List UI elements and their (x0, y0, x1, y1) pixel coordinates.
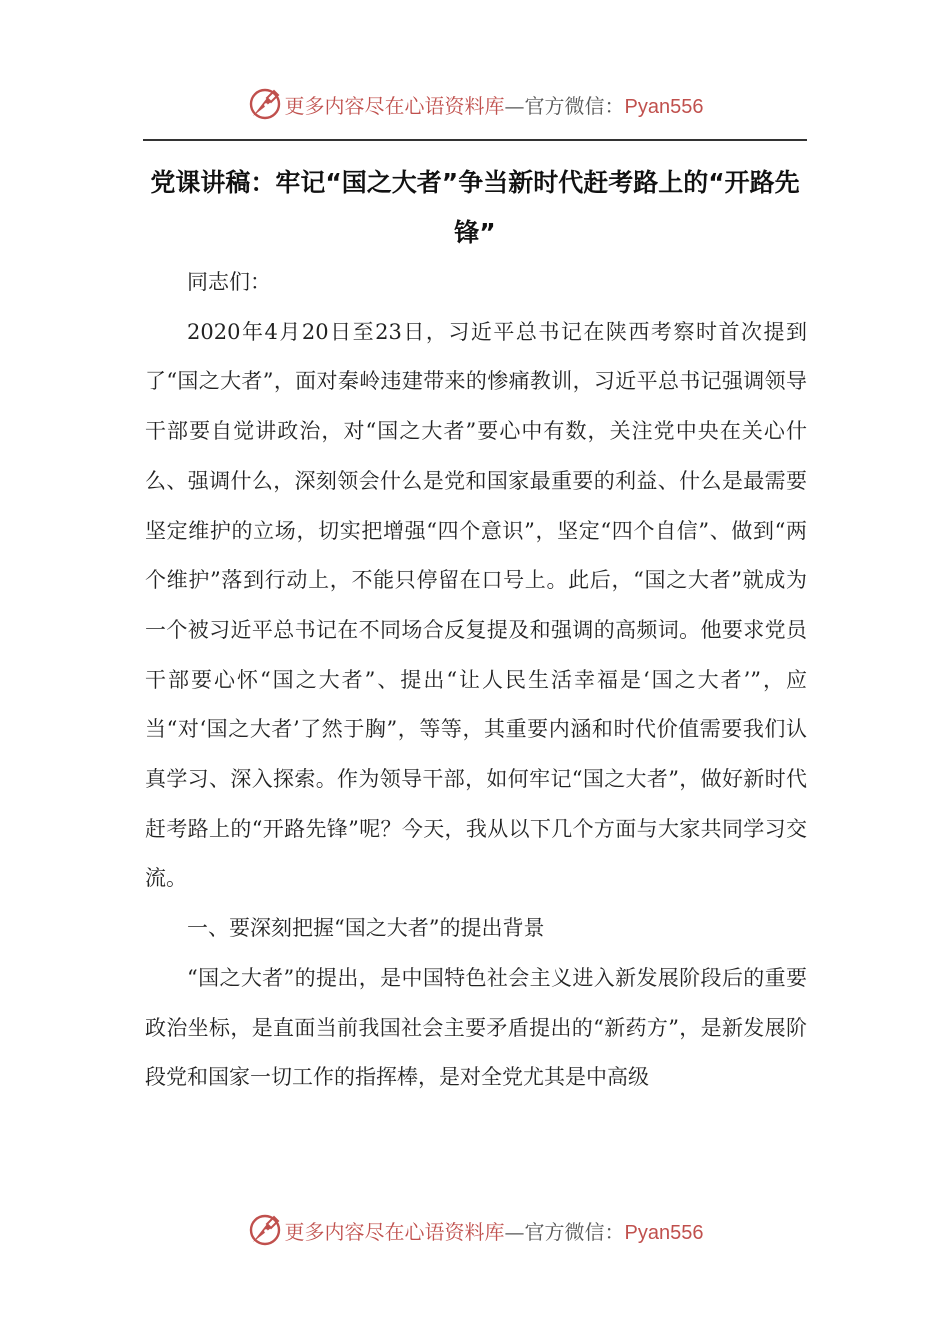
footer-watermark (0, 1208, 950, 1252)
paragraph: “国之大者”的提出，是中国特色社会主义进入新发展阶段后的重要政治坐标，是直面当前我国社会主要矛盾提出的“新药方”，是新发展阶段党和国家一切工作的指挥棒，是对全党尤其是中高级 (145, 965, 807, 1090)
section-heading: 一、要深刻把握“国之大者”的提出背景 (187, 916, 545, 941)
document-title: 党课讲稿：牢记“国之大者”争当新时代赶考路上的“开路先锋” (150, 168, 800, 247)
header-divider (143, 139, 807, 141)
watermark-text: 更多内容尽在心语资料库—官方微信：Pyan556 (284, 93, 704, 118)
document-body (145, 258, 807, 1103)
pen-nib-logo-icon (247, 86, 283, 122)
paragraph: 2020年4月20日至23日，习近平总书记在陕西考察时首次提到了“国之大者”，面对秦岭违建带来的惨痛教训，习近平总书记强调领导干部要自觉讲政治，对“国之大者”要心中有数，关注党中央在关心什么、强调什么，深刻领会什么是党和国家最重要的利益、什么是最需要坚定维护的立场，切实把增强“四个意识”，坚定“四个自信”、做到“两个维护”落到行动上，不能只停留在口号上。此后，“国之大者”就成为一个被习近平总书记在不同场合反复提及和强调的高频词。他要求党员干部要心怀“国之大者”、提出“让人民生活幸福是‘国之大者’”，应当“对‘国之大者’了然于胸”，等等，其重要内涵和时代价值需要我们认真学习、深入探索。作为领导干部，如何牢记“国之大者”，做好新时代赶考路上的“开路先锋”呢？今天，我从以下几个方面与大家共同学习交流。 (145, 319, 807, 891)
pen-nib-logo-icon (247, 1212, 283, 1248)
salutation: 同志们： (187, 270, 271, 294)
header-watermark (0, 82, 950, 126)
watermark-text: 更多内容尽在心语资料库—官方微信：Pyan556 (284, 1219, 704, 1244)
